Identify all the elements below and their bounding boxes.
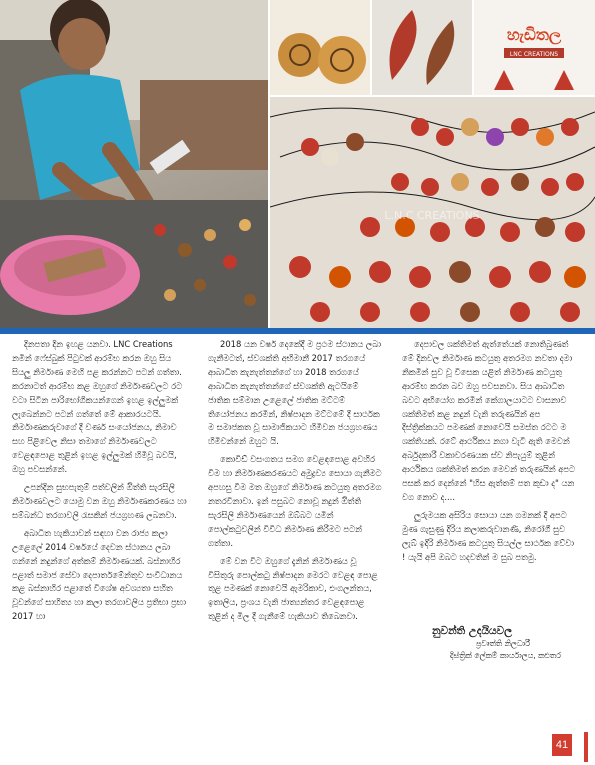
paragraph: ලුරුමයක අසිරිය සොයා යන ගමනක් දී අපට මුණ ගැසුණු දිරිය කලාකරුවානණී, නිරෝගී සුව ලැබ් ඉදිරි නිර්මාණ කටයුතු සියල්ල සාර්ථක වේවා ! යැයි අපි ඔබට හදවතින් ම සුබ පතමු. [402,509,575,562]
paragraph: කොවිඩ් වසංගතය සමග වෙළඳපොළ අවහිර වීම හා නිර්මාණකරණයට අමුද්‍රව්‍ය සොයා ගැනීමට අපහසු වීම මත ඔහුගේ නිර්මාණ කටයුතු අතරමග නතරවිනාවා. ඉන් පසුබට නොවූ නදුන් ඔිත්ති සැරසිලි නිර්මාණයෙන් ඔබ්බට යමින් පොල්කටුවලින් විවිධ නිර්මාණ කිරීමට පටන් ගත්තා. [208,454,382,548]
photo-artisan-crafting [0,0,268,328]
author-name: නුවන්ති උදයියවල [432,625,513,637]
svg-text:හැඩිතල: හැඩිතල [506,25,562,44]
paragraph: උපන්දින සුභපැතුම් පත්වලින් ඔිත්ති සැරසිලි නිර්මාණවලට යොමු වන ඔහු නිර්මාණකරණය හා සම්බන්ධ තරගාවලි රැසකින් ජයග්‍රහණ ලබනවා. [12,482,187,520]
article-column-2 [208,338,382,628]
photo-watermark: L.N.C CREATIONS [384,209,480,222]
author-office: දිස්ත්‍රික් ලේකම් කාර්යාලය, කළුතර [450,651,561,660]
page-accent-bar [584,732,588,762]
author-role: ප්‍රවෘත්ති නිලධාරී [476,639,530,648]
photo-collage [0,0,595,328]
photo-jewelry-display [270,97,595,328]
section-divider [0,328,595,334]
photo-lnc-creations-logo [474,0,595,95]
page-number: 41 [552,734,572,756]
paragraph: මේ වන විට ඔහුගේ දැනින් නිර්මාණය වූ විසිතුරු පොල්කටු නිෂ්පාදන මෙරට වෙළඳ පොළ තුළ පමණක් නොවෙයි ඇමරිකාව, එංගලන්තය, ඉතාලිය, ප්‍රංශය වැනි ජාත්‍යන්තර වෙළඳපොළ තුළින් ද මිල දී ගැනීමේ හැකියාව තිබෙනවා. [208,555,378,622]
paragraph: 2018 යන වර්ෂ දෙකේදී ම ප්‍රථම ස්ථානය ලබා ගැනීමටත්, ස්වශක්ති අභිමානී 2017 තරගයේ ආබාධිත කැනැත්තන්ගේ හා 2018 තරගයේ ආබාධිත කැනැත්තන්ගේ ස්වශක්ති ඇටයිමේ ජාතික සම්මාන උළෙලේ ජාතික මට්ටම් තියෝජනය කරමින්, නිෂ්පාදන මට්ටමේ දී සාර්ථක ම සමාජකත වූ සාමාජිකයාට හිමිවන ජයග්‍රහණය හිමිවන්නේ ඔහුට යි. [208,339,381,447]
photo-leaf-pendants [372,0,472,95]
paragraph: අබාධිත හැකියාවන් සඳහා වන රාජ්‍ය කලා උළෙලේ 2014 වර්ෂයේ දෙවන ස්ථානය ලබා ගන්නේ නදුන්ගේ අත්කම් නිර්මාණයක්. බස්නාහිර පළාත් සමාජ සේවා දෙපාර්තමේන්තුව සංවිධානය කළ බස්නාහිර පළාතේ විශේෂ අවශ්‍යතා සහිත වූවන්ගේ සාහිත්‍ය හා කලා තරගාවලිය ප්‍රතිභා ප්‍රභා 2017 හා [12,527,186,622]
article-column-3 [402,338,578,569]
paragraph: දිනපතා දින ඉහළ යනවා. LNC Creations නමින් ෆේස්බුක් පිටුවක් ආරම්භ කරන ඔහු සිය සියලු නිර්මාණ මෙහි පළ කරන්නට පටන් ගත්තා. කරනාටත් ආරම්භ කළ ඔහුගේ නිර්මාණවලට රට වටා සිටින පාරිභෝගිකයන්ගෙන් ඉහළ ඉල්ලුමක් ලැබෙන්නට පටන් ගත්තේ මේ ආකාරයටයි. නිර්මාණකරුවාගේ දී වර්ණ සංයෝජනය, නිමාව සහ පිළිවෙල නිසා තමාගේ නිර්මාණවලට වෙළඳපොළ තුළින් ඉහළ ඉල්ලුමක් හිමිවූ බවයි, ඔහු පවසන්නේ. [12,339,183,475]
paragraph: දෙපාවල ශක්තිමත් ඇත්තේයක් නොතිබුණත් මේ දිනවල නිර්මාණ කටයුතු අතරමග නවතා දමා නිකමින් සුව වූ විසෙක යළිත් නිර්මාණ කටයුතු ආරම්භ කරන බව ඔහු පවසනවා. සිය ආබාධිත බවට අභියෝග කරමින් කේගාලයාටට වාසනාව ශක්තිමත් කළ නදුන් වැනි තරුණයින් අප දිස්ත්‍රික්කයට පමණක් නොවෙයි සමස්ත රටට ම ශක්තියක්. රටේ ආර්ථිකය නගා වැටී ඇති මෙවන් අර්බුදකාරී වකාවරණයක ස්ව නිපැයුම් තුළින් ආර්ථිකය ශක්තිමත් කරන මෙවන් තරුණයින් අපට පසක් කර දෙන්නේ "හිස ඇත්තම් පත කුඩා ද" යන වග නොව ද.... [402,339,576,502]
article-column-1 [12,338,188,628]
photo-label: LNC CREATIONS [509,51,559,58]
photo-wooden-earrings [270,0,370,95]
author-byline [398,625,588,662]
